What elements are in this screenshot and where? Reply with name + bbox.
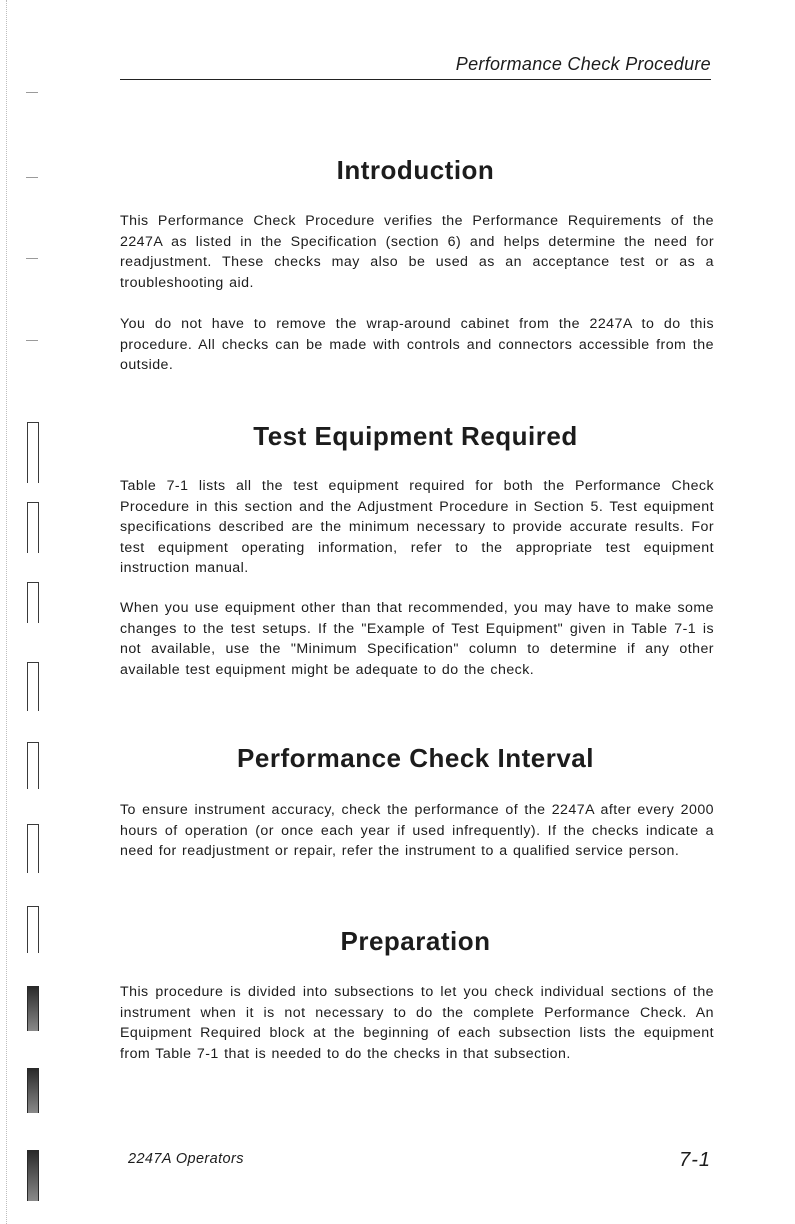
section-title-test-equipment-required: Test Equipment Required — [253, 421, 578, 451]
tab-marker — [27, 986, 39, 1031]
preparation-paragraph: This procedure is divided into subsections to let you check individual sections of the instrument when it is not necessary to do the complete Performance Check. An Equipment Required block at the beginning of each subsection lists the equipment from Table 7-1 that is needed to do the checks in that subsection. — [120, 984, 714, 1062]
footer-manual-name: 2247A Operators — [128, 1151, 244, 1167]
test-equipment-paragraph-2: When you use equipment other than that recommended, you may have to make some changes to the test setups. If the "Example of Test Equipment" given in Table 7-1 is not available, use the "Minimum Specification" column to determine if any other available test equipment might be adequate to do the check. — [120, 600, 714, 678]
introduction-paragraph-2: You do not have to remove the wrap-around cabinet from the 2247A to do this procedure. All checks can be made with controls and connectors accessible from the outside. — [120, 316, 714, 374]
performance-interval-paragraph: To ensure instrument accuracy, check the performance of the 2247A after every 2000 hours of operation (or once each year if used infrequently). If the checks indicate a need for readjustment or repair, refer the instrument to a qualified service person. — [120, 802, 714, 860]
introduction-paragraph-1: This Performance Check Procedure verifies the Performance Requirements of the 2247A as listed in the Specification (section 6) and helps determine the need for readjustment. These checks may also be used as an acceptance test or as a troubleshooting aid. — [120, 213, 714, 291]
footer-page-number: 7-1 — [679, 1149, 711, 1171]
binding-tick — [26, 340, 38, 341]
tab-marker — [27, 824, 39, 873]
binding-tick — [26, 177, 38, 178]
test-equipment-paragraph-1: Table 7-1 lists all the test equipment required for both the Performance Check Procedure in this section and the Adjustment Procedure in Section 5. Test equipment specifications described are the minimum necessary to provide accurate results. For test equipment operating information, refer to the appropriate test equipment instruction manual. — [120, 478, 714, 577]
tab-marker — [27, 662, 39, 711]
section-title-preparation: Preparation — [340, 926, 491, 956]
tab-marker — [27, 582, 39, 623]
binding-tick — [26, 92, 38, 93]
binding-tick — [26, 258, 38, 259]
tab-marker — [27, 1150, 39, 1201]
tab-marker — [27, 1068, 39, 1113]
tab-marker — [27, 422, 39, 483]
tab-marker — [27, 742, 39, 789]
binding-edge — [0, 0, 7, 1224]
tab-marker — [27, 906, 39, 953]
running-header: Performance Check Procedure — [120, 54, 711, 80]
section-title-introduction: Introduction — [336, 155, 495, 185]
tab-marker — [27, 502, 39, 553]
section-title-performance-check-interval: Performance Check Interval — [237, 743, 594, 773]
